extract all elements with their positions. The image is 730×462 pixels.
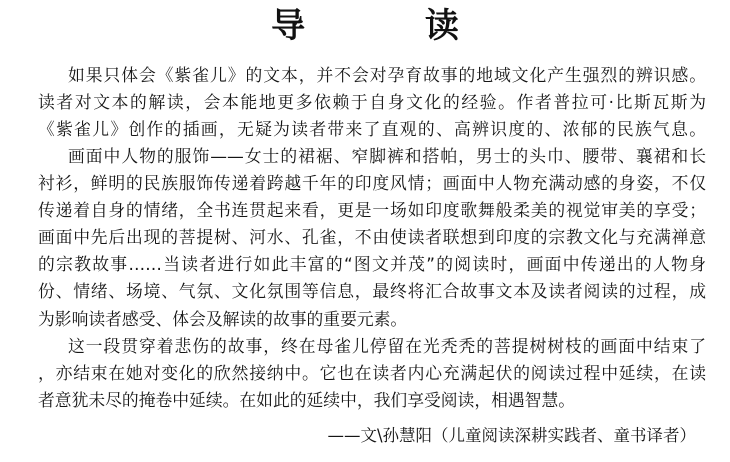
text-line: 传递着自身的情绪，全书连贯起来看，更是一场如印度歌舞般柔美的视觉审美的享受； xyxy=(38,200,706,221)
text-line: ，亦结束在她对变化的欣然接纳中。它也在读者内心充满起伏的阅读过程中延续，在读 xyxy=(38,363,706,384)
paragraph-3 xyxy=(38,333,706,414)
paragraph-1 xyxy=(38,62,706,143)
text-line: 读者对文本的解读，会本能地更多依赖于自身文化的经验。作者普拉可·比斯瓦斯为 xyxy=(38,92,706,113)
text-line: 《紫雀儿》创作的插画，无疑为读者带来了直观的、高辨识度的、浓郁的民族气息。 xyxy=(38,119,706,140)
text-line: 画面中人物的服饰——女士的裙裾、窄脚裤和搭帕，男士的头巾、腰带、襄裙和长 xyxy=(68,146,706,166)
text-line: 者意犹未尽的掩卷中延续。在如此的延续中，我们享受阅读，相遇智慧。 xyxy=(38,390,576,411)
author-signature: ——文\孙慧阳（儿童阅读深耕实践者、童书译者） xyxy=(327,426,696,445)
text-line: 如果只体会《紫雀儿》的文本，并不会对孕育故事的地域文化产生强烈的辨识感。 xyxy=(68,65,706,85)
page-title: 导 读 xyxy=(271,6,513,46)
text-line: 衬衫，鲜明的民族服饰传递着跨越千年的印度风情；画面中人物充满动感的身姿，不仅 xyxy=(38,173,706,194)
paragraph-2 xyxy=(38,143,706,333)
text-line: 这一段贯穿着悲伤的故事，终在母雀儿停留在光秃秃的菩提树树枝的画面中结束了 xyxy=(68,336,706,356)
text-line: 的宗教故事……当读者进行如此丰富的“图文并茂”的阅读时，画面中传递出的人物身 xyxy=(38,254,706,275)
text-line: 画面中先后出现的菩提树、河水、孔雀，不由使读者联想到印度的宗教文化与充满禅意 xyxy=(38,227,706,248)
text-line: 为影响读者感受、体会及解读的故事的重要元素。 xyxy=(38,308,408,329)
text-line: 份、情绪、场境、气氛、文化氛围等信息，最终将汇合故事文本及读者阅读的过程，成 xyxy=(38,281,706,302)
